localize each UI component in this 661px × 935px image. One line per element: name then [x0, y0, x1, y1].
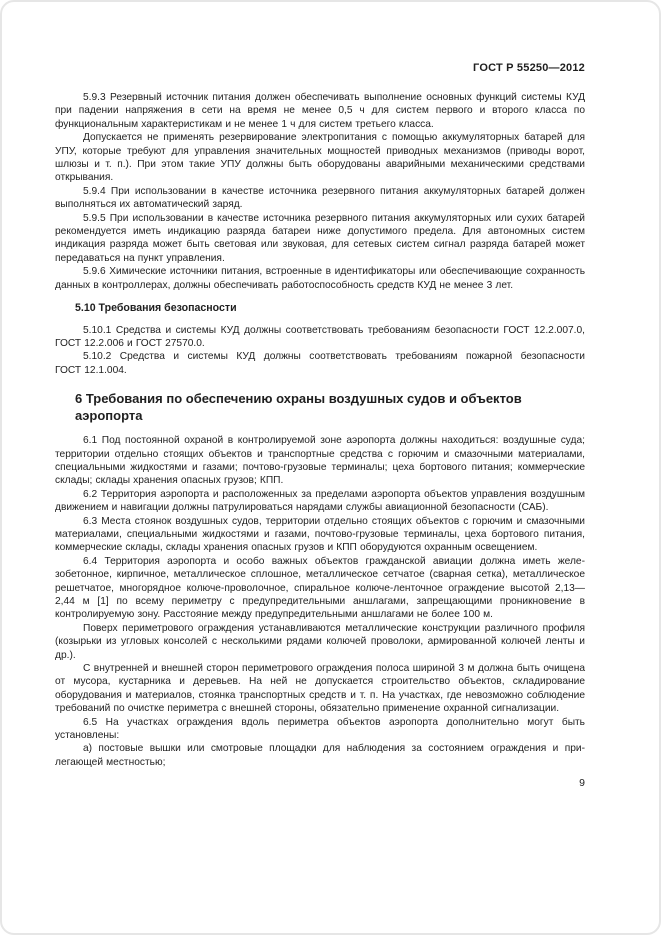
page-content: [55, 62, 585, 790]
doc-code-header: ГОСТ Р 55250—2012: [473, 62, 585, 74]
paragraph-reserve-exception: Допускается не применять резервирование электропитания с помощью аккумуляторных батарей для УПУ, которые требуют для управления значительных мощностей приводных механизмов (приводы ворот, шлюзы и т. п.). При этом такие УПУ должны быть оборудованы аварийными механическими средствами открывания.: [55, 132, 585, 184]
heading-5-10: 5.10 Требования безопасности: [75, 302, 237, 315]
paragraph-perimeter-structures: Поверх периметрового ограждения устанавливаются металлические конструкции различного профиля (козырьки из угловых консолей с несколькими рядами колючей проволоки, армированной колючей ленты и др.).: [55, 622, 585, 661]
paragraph-perimeter-strip: С внутренней и внешней сторон периметрового ограждения полоса шириной 3 м должна быть очищена от мусора, кустарника и деревьев. На ней не допускается строительство объектов, складирование оборудования и материалов, стоянка транспортных средств и т. п. На участках, где невозможно соблюдение требований по очистке периметра с внешней стороны, обязательно применение охранной сигнализации.: [55, 663, 585, 715]
heading-6: 6 Требования по обеспечению охраны воздушных судов и объектов аэропорта: [75, 391, 522, 424]
paragraph-5-9-6: 5.9.6 Химические источники питания, встроенные в идентификаторы или обеспечивающие сохранность данных в контроллерах, должны обеспечивать работоспособность средств КУД не менее 3 лет.: [55, 266, 585, 291]
paragraph-5-9-4: 5.9.4 При использовании в качестве источника резервного питания аккумуляторных батарей должен выполняться их автоматический заряд.: [55, 185, 585, 211]
paragraph-6-1: 6.1 Под постоянной охраной в контролируемой зоне аэропорта должны находиться: воздушные суда; территории отдельно стоящих объектов и транспортные средства с горючим и смазочными материалами, специальными жидкостями и газами; почтово-грузовые терминалы; цеха бортового питания; коммерческие склады; склады хранения опасных грузов; КПП.: [55, 435, 585, 487]
paragraph-5-10-1: 5.10.1 Средства и системы КУД должны соответствовать требованиям безопасности ГОСТ 12.2.007.0, ГОСТ 12.2.006 и ГОСТ 27570.0.: [55, 324, 585, 349]
paragraph-5-9-5: 5.9.5 При использовании в качестве источника резервного питания аккумуляторных или сухих батарей рекомендуется иметь индикацию разряда батареи ниже допустимого предела. Для автономных систем индикация разряда может быть световая или звуковая, для сетевых систем сигнал разряда батарей может передаваться на пункт управления.: [55, 212, 585, 264]
paragraph-6-4: 6.4 Территория аэропорта и особо важных объектов гражданской авиации должна иметь железобетонное, кирпичное, металлическое сплошное, металлическое сетчатое (сварная сетка), металлическое решетчатое, многорядное колюче-проволочное, спиральное колюче-ленточное ограждение высотой 2,13—2,44 м [1] по всему периметру с предупредительными аншлагами, запрещающими проникновение в контролируемую зону. Расстояние между предупредительными аншлагами не более 100 м.: [55, 555, 585, 621]
paragraph-5-10-2: 5.10.2 Средства и системы КУД должны соответствовать требованиям пожарной безопасности ГОСТ 12.1.004.: [55, 351, 585, 376]
paragraph-6-2: 6.2 Территория аэропорта и расположенных за пределами аэропорта объектов управления воздушным движением и навигации должны патрулироваться нарядами службы авиационной безопасности (САБ).: [55, 488, 585, 514]
list-item-a: а) постовые вышки или смотровые площадки для наблюдения за состоянием ограждения и прилегающей местностью;: [55, 743, 585, 768]
page-number: 9: [579, 777, 585, 790]
paragraph-6-5: 6.5 На участках ограждения вдоль периметра объектов аэропорта дополнительно могут быть установлены:: [55, 716, 585, 742]
paragraph-6-3: 6.3 Места стоянок воздушных судов, территории отдельно стоящих объектов с горючим и смазочными материалами, специальными жидкостями и газами, почтово-грузовые терминалы, цеха бортового питания, коммерческие склады, склады хранения опасных грузов и КПП оборудуются охранным освещением.: [55, 515, 585, 554]
paragraph-5-9-3: 5.9.3 Резервный источник питания должен обеспечивать выполнение основных функций системы КУД при падении напряжения в сети на время не менее 0,5 ч для систем первого и второго класса по функциональным характеристикам и не менее 1 ч для систем третьего класса.: [55, 92, 585, 130]
